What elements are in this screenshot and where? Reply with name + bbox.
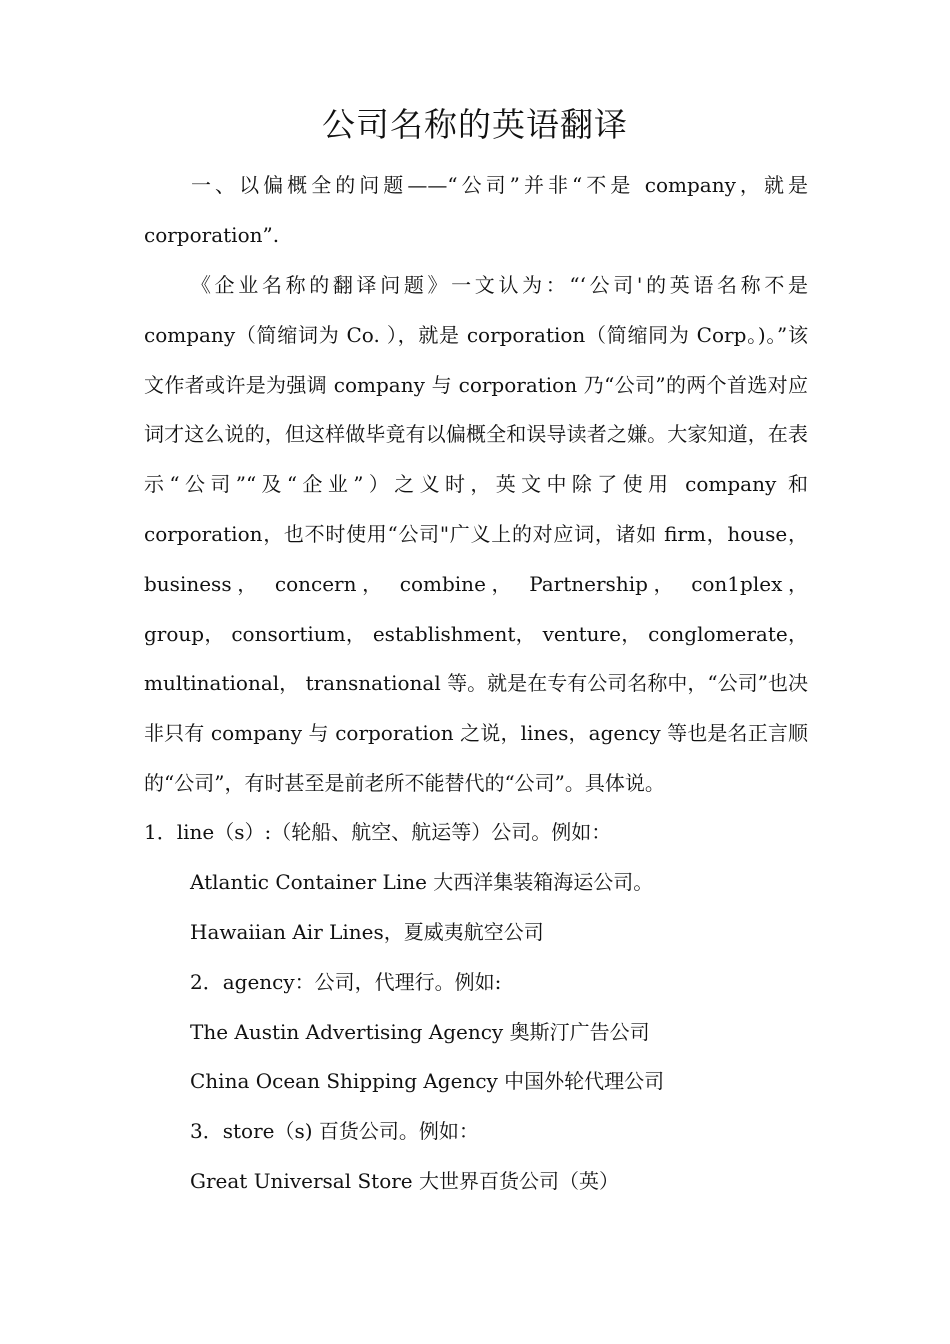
list-item-example: Atlantic Container Line 大西洋集装箱海运公司。: [190, 870, 654, 894]
list-item-example: Hawaiian Air Lines，夏威夷航空公司: [190, 920, 544, 944]
document-title: 公司名称的英语翻译: [322, 105, 628, 144]
section-heading-paragraph: 一、以偏概全的问题——“公司”并非“不是 company，就是 corporation”.: [144, 173, 808, 247]
list-item-example: Great Universal Store 大世界百货公司（英）: [190, 1169, 619, 1193]
list-item-example: China Ocean Shipping Agency 中国外轮代理公司: [190, 1069, 665, 1093]
list-item-store-heading: 3．store（s) 百货公司。例如：: [190, 1119, 479, 1143]
list-item-agency-heading: 2．agency：公司，代理行。例如:: [190, 970, 502, 994]
body-paragraph: 《企业名称的翻译问题》一文认为：“‘公司'的英语名称不是 company（简缩词为 Co. ），就是 corporation（简缩同为 Corp。)。”该文作者或许是为强调 company 与 corporation 乃“公司”的两个首选对应词才这么说的，但这样做毕竟有以偏概全和误导读者之嫌。大家知道，在表示“公司”“及“企业”）之义时，英文中除了使用 company 和 corporation，也不时使用“公司"广义上的对应词，诸如 firm，house，business， concern， combine， Partnership， con1plex， group， consortium， establishment， venture， conglomerate， multinational， transnational 等。就是在专有公司名称中，“公司”也决非只有 company 与 corporation 之说，lines，agency 等也是名正言顺的“公司”，有时甚至是前老所不能替代的“公司”。具体说。: [144, 273, 808, 795]
list-item-example: The Austin Advertising Agency 奥斯汀广告公司: [190, 1020, 650, 1044]
list-item-line-heading: 1．line（s）:（轮船、航空、航运等）公司。例如：: [144, 820, 612, 844]
